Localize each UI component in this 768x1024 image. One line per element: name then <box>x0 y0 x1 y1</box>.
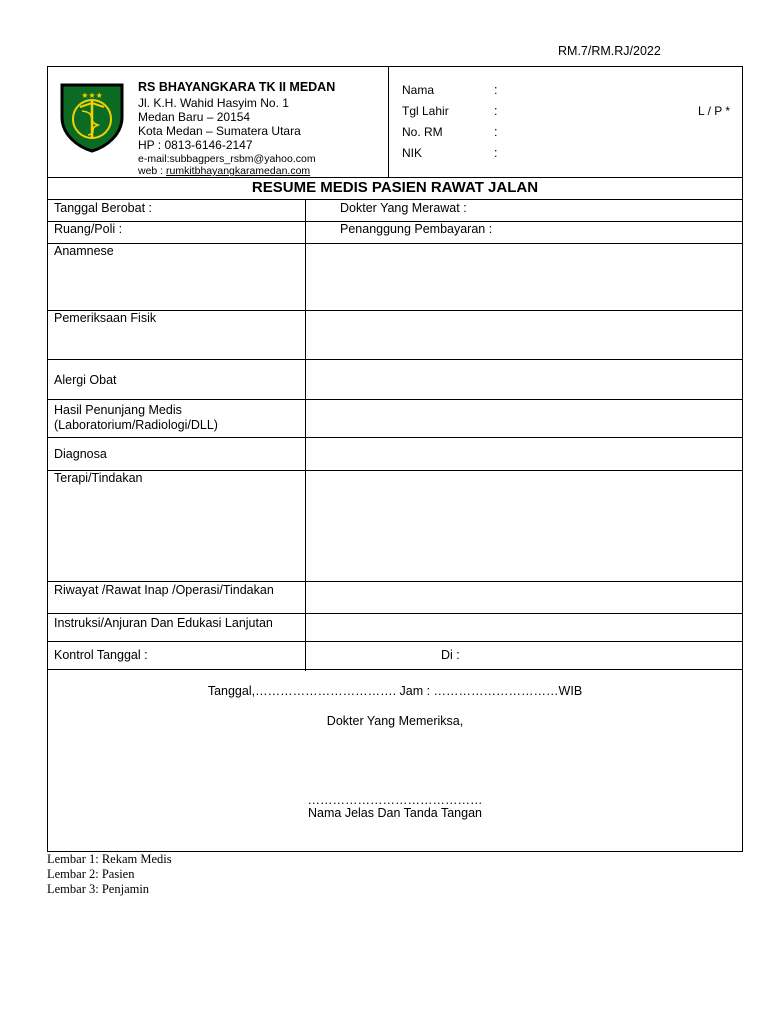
divider <box>48 199 742 200</box>
website-label: web : <box>138 165 167 177</box>
label-diagnosa: Diagnosa <box>54 447 107 461</box>
label-penanggung-pembayaran: Penanggung Pembayaran : <box>340 222 493 236</box>
divider <box>48 470 742 471</box>
sex-option: L / P * <box>698 104 731 118</box>
colon-nik: : <box>494 146 498 160</box>
divider <box>48 641 742 642</box>
colon-no-rm: : <box>494 125 498 139</box>
divider <box>48 669 742 670</box>
label-dokter-merawat: Dokter Yang Merawat : <box>340 201 467 215</box>
signature-name-label: Nama Jelas Dan Tanda Tangan <box>308 806 482 820</box>
divider <box>48 399 742 400</box>
website-link[interactable]: rumkitbhayangkaramedan.com <box>166 165 311 177</box>
label-hasil-penunjang-detail: (Laboratorium/Radiologi/DLL) <box>54 418 218 432</box>
hospital-email: e-mail:subbagpers_rsbm@yahoo.com <box>138 153 316 165</box>
signature-dotted-line: …………………………………… <box>307 793 483 807</box>
colon-tgl-lahir: : <box>494 104 498 118</box>
label-tanggal-berobat: Tanggal Berobat : <box>54 201 152 215</box>
sheet-note-1: Lembar 1: Rekam Medis <box>47 852 172 866</box>
divider <box>48 613 742 614</box>
label-di: Di : <box>441 648 460 662</box>
label-riwayat: Riwayat /Rawat Inap /Operasi/Tindakan <box>54 583 274 597</box>
sheet-note-3: Lembar 3: Penjamin <box>47 882 150 896</box>
column-divider <box>305 199 306 671</box>
colon-nama: : <box>494 83 498 97</box>
hospital-logo <box>58 81 126 153</box>
hospital-address-line2: Medan Baru – 20154 <box>138 110 251 124</box>
label-tgl-lahir: Tgl Lahir <box>402 104 449 118</box>
label-no-rm: No. RM <box>402 125 443 139</box>
label-alergi-obat: Alergi Obat <box>54 373 117 387</box>
label-hasil-penunjang: Hasil Penunjang Medis <box>54 403 182 417</box>
label-anamnese: Anamnese <box>54 244 114 258</box>
hospital-address-line3: Kota Medan – Sumatera Utara <box>138 124 301 138</box>
hospital-website <box>138 165 310 177</box>
form-code: RM.7/RM.RJ/2022 <box>558 44 661 58</box>
signature-doctor-label: Dokter Yang Memeriksa, <box>326 714 464 728</box>
hospital-address-line1: Jl. K.H. Wahid Hasyim No. 1 <box>138 96 289 110</box>
divider <box>48 243 742 244</box>
divider <box>48 437 742 438</box>
svg-text:★★★: ★★★ <box>81 91 103 100</box>
label-pemeriksaan-fisik: Pemeriksaan Fisik <box>54 311 157 325</box>
medical-resume-form <box>47 66 743 852</box>
label-instruksi: Instruksi/Anjuran Dan Edukasi Lanjutan <box>54 616 273 630</box>
label-terapi-tindakan: Terapi/Tindakan <box>54 471 143 485</box>
divider <box>48 177 742 178</box>
hospital-name: RS BHAYANGKARA TK II MEDAN <box>138 80 336 94</box>
label-kontrol-tanggal: Kontrol Tanggal : <box>54 648 148 662</box>
header-divider <box>388 67 389 177</box>
label-nik: NIK <box>402 146 423 160</box>
form-title: RESUME MEDIS PASIEN RAWAT JALAN <box>251 179 539 196</box>
signature-date-line: Tanggal,……………………………. Jam : …………………………WIB <box>207 684 583 698</box>
divider <box>48 359 742 360</box>
sheet-note-2: Lembar 2: Pasien <box>47 867 135 881</box>
divider <box>48 581 742 582</box>
label-ruang-poli: Ruang/Poli : <box>54 222 123 236</box>
label-nama: Nama <box>402 83 435 97</box>
hospital-phone: HP : 0813-6146-2147 <box>138 138 253 152</box>
